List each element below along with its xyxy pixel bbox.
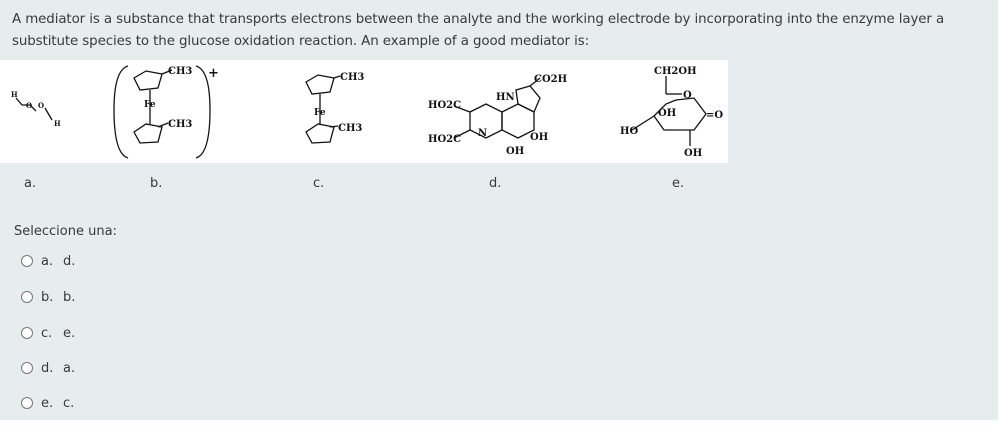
charge-plus: + <box>208 66 219 81</box>
structure-a <box>11 90 61 128</box>
option-text: c. <box>63 395 75 411</box>
radio-button[interactable] <box>21 362 33 374</box>
structure-e <box>620 66 723 159</box>
chemical-structures-figure <box>0 60 728 163</box>
structure-d <box>426 64 574 163</box>
figure-label-e: e. <box>672 176 685 191</box>
atom-fe: Fe <box>314 108 326 118</box>
figure-label-a: a. <box>24 176 37 191</box>
atom-ho2c-2: HO2C <box>428 134 462 145</box>
atom-ch2oh: CH2OH <box>654 66 697 77</box>
atom-h1: H <box>11 90 18 99</box>
option-e[interactable] <box>21 393 74 413</box>
radio-button[interactable] <box>21 397 33 409</box>
option-text: d. <box>63 253 76 269</box>
atom-oh-1: OH <box>530 132 549 143</box>
option-b[interactable] <box>21 287 75 307</box>
atom-o1: O <box>26 101 33 110</box>
radio-button[interactable] <box>21 327 33 339</box>
atom-co2h: CO2H <box>534 74 568 85</box>
option-d[interactable] <box>21 358 75 378</box>
structures-svg <box>0 60 728 163</box>
structure-b <box>114 66 219 158</box>
answer-prompt: Seleccione una: <box>14 224 117 239</box>
atom-o2: O <box>38 101 45 110</box>
figure-label-d: d. <box>489 176 502 191</box>
atom-ch3-bottom: CH3 <box>338 123 363 134</box>
atom-hn: HN <box>496 92 515 103</box>
atom-ho2c-1: HO2C <box>428 100 462 111</box>
figure-label-c: c. <box>313 176 325 191</box>
option-letter: d. <box>41 360 54 376</box>
option-letter: c. <box>41 325 53 341</box>
atom-ch3-top: CH3 <box>168 66 193 77</box>
option-letter: e. <box>41 395 54 411</box>
atom-o-ring: O <box>683 90 692 101</box>
atom-h2: H <box>54 119 61 128</box>
option-text: e. <box>63 325 76 341</box>
figure-label-b: b. <box>150 176 163 191</box>
option-text: b. <box>63 289 76 305</box>
option-a[interactable] <box>21 251 75 271</box>
option-letter: a. <box>41 253 54 269</box>
radio-button[interactable] <box>21 255 33 267</box>
atom-ho: HO <box>620 126 639 137</box>
atom-ch3-bottom: CH3 <box>168 119 193 130</box>
option-text: a. <box>63 360 76 376</box>
atom-oh-2: OH <box>684 148 703 159</box>
radio-button[interactable] <box>21 291 33 303</box>
atom-oh-2: OH <box>506 146 525 157</box>
option-c[interactable] <box>21 323 75 343</box>
atom-keto-o: =O <box>706 110 724 121</box>
atom-n: N <box>478 128 488 139</box>
structure-c <box>306 72 364 143</box>
question-text: A mediator is a substance that transports electrons between the analyte and the working electrode by incorporating into the enzyme layer a substitute species to the glucose oxidation reaction. An example of a good mediator is: <box>12 12 945 49</box>
atom-oh-1: OH <box>658 108 677 119</box>
option-letter: b. <box>41 289 54 305</box>
atom-ch3-top: CH3 <box>340 72 365 83</box>
atom-fe: Fe <box>144 100 156 110</box>
